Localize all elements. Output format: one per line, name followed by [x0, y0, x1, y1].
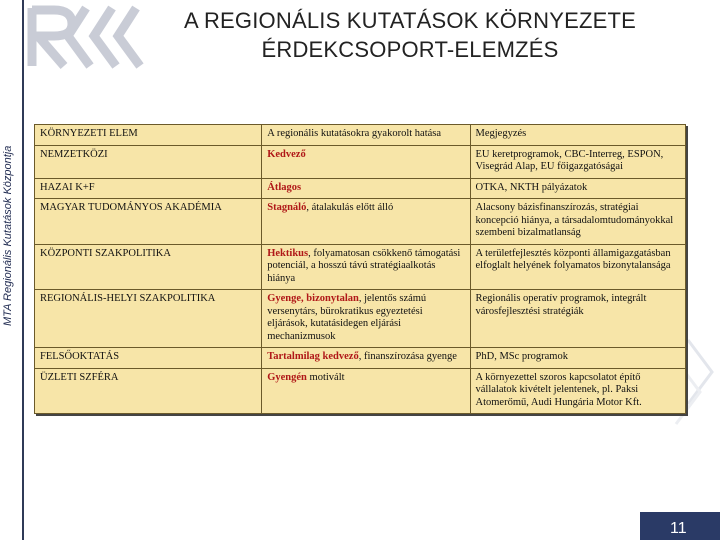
title-line-2: ÉRDEKCSOPORT-ELEMZÉS — [261, 37, 559, 62]
header-cell-element: KÖRNYEZETI ELEM — [35, 125, 262, 146]
table-header-row — [35, 125, 686, 146]
cell-note: EU keretprogramok, CBC-Interreg, ESPON, Visegrád Alap, EU főigazgatóságai — [470, 145, 685, 178]
header-cell-note: Megjegyzés — [470, 125, 685, 146]
impact-text: motivált — [306, 371, 345, 383]
cell-element: FELSŐOKTATÁS — [35, 348, 262, 369]
stakeholder-table — [34, 124, 686, 414]
table-row — [35, 290, 686, 348]
impact-emphasis: Hektikus — [267, 247, 309, 259]
impact-emphasis: Stagnáló — [267, 202, 307, 213]
impact-emphasis: Gyenge, bizonytalan — [267, 293, 359, 304]
cell-impact — [262, 199, 470, 245]
table-row — [35, 145, 686, 178]
table-row — [35, 178, 686, 199]
impact-text: , jelentős számú versenytárs, bürokratikus egyeztetési eljárások, kutatásidegen eljárási mechanizmusok — [267, 293, 427, 342]
cell-note: Regionális operatív programok, integrált városfejlesztési stratégiák — [470, 290, 685, 348]
table-row — [35, 244, 686, 290]
cell-impact — [262, 348, 470, 369]
cell-note: OTKA, NKTH pályázatok — [470, 178, 685, 199]
cell-note: A környezettel szoros kapcsolatot építő vállalatok kivételt jelentenek, pl. Paksi Atomerőmű, Audi Hungária Motor Kft. — [470, 368, 685, 414]
table-row — [35, 368, 686, 414]
impact-text: , átalakulás előtt álló — [306, 202, 394, 213]
cell-note: A területfejlesztés központi államigazgatásban elfoglalt helyének folyamatos bizonytalansága — [470, 244, 685, 290]
page-number: 11 — [670, 520, 687, 537]
title-line-1: A REGIONÁLIS KUTATÁSOK KÖRNYEZETE — [184, 8, 636, 33]
impact-text: , finanszírozása gyenge — [358, 351, 457, 362]
impact-emphasis: Kedvező — [267, 148, 306, 160]
cell-impact — [262, 145, 470, 178]
table-row — [35, 199, 686, 245]
cell-element: HAZAI K+F — [35, 178, 262, 199]
impact-emphasis: Átlagos — [267, 181, 302, 193]
page-title — [150, 6, 670, 64]
cell-impact — [262, 290, 470, 348]
cell-element: KÖZPONTI SZAKPOLITIKA — [35, 244, 262, 290]
sidebar: MTA Regionális Kutatások Központja — [0, 0, 24, 540]
cell-note: Alacsony bázisfinanszírozás, stratégiai koncepció hiánya, a társadalomtudományokkal szembeni bizalmatlanság — [470, 199, 685, 245]
cell-element: NEMZETKÖZI — [35, 145, 262, 178]
header-cell-impact: A regionális kutatásokra gyakorolt hatása — [262, 125, 470, 146]
cell-note: PhD, MSc programok — [470, 348, 685, 369]
cell-impact — [262, 368, 470, 414]
impact-emphasis: Tartalmilag kedvező — [267, 351, 359, 362]
cell-element: ÜZLETI SZFÉRA — [35, 368, 262, 414]
cell-element: MAGYAR TUDOMÁNYOS AKADÉMIA — [35, 199, 262, 245]
impact-text: , folyamatosan csökkenő támogatási potenciál, a hosszú távú stratégiaalkotás hiánya — [267, 247, 461, 284]
cell-impact — [262, 244, 470, 290]
cell-element: REGIONÁLIS-HELYI SZAKPOLITIKA — [35, 290, 262, 348]
cell-impact — [262, 178, 470, 199]
rkk-logo-icon — [24, 2, 144, 70]
table-row — [35, 348, 686, 369]
impact-emphasis: Gyengén — [267, 371, 307, 383]
